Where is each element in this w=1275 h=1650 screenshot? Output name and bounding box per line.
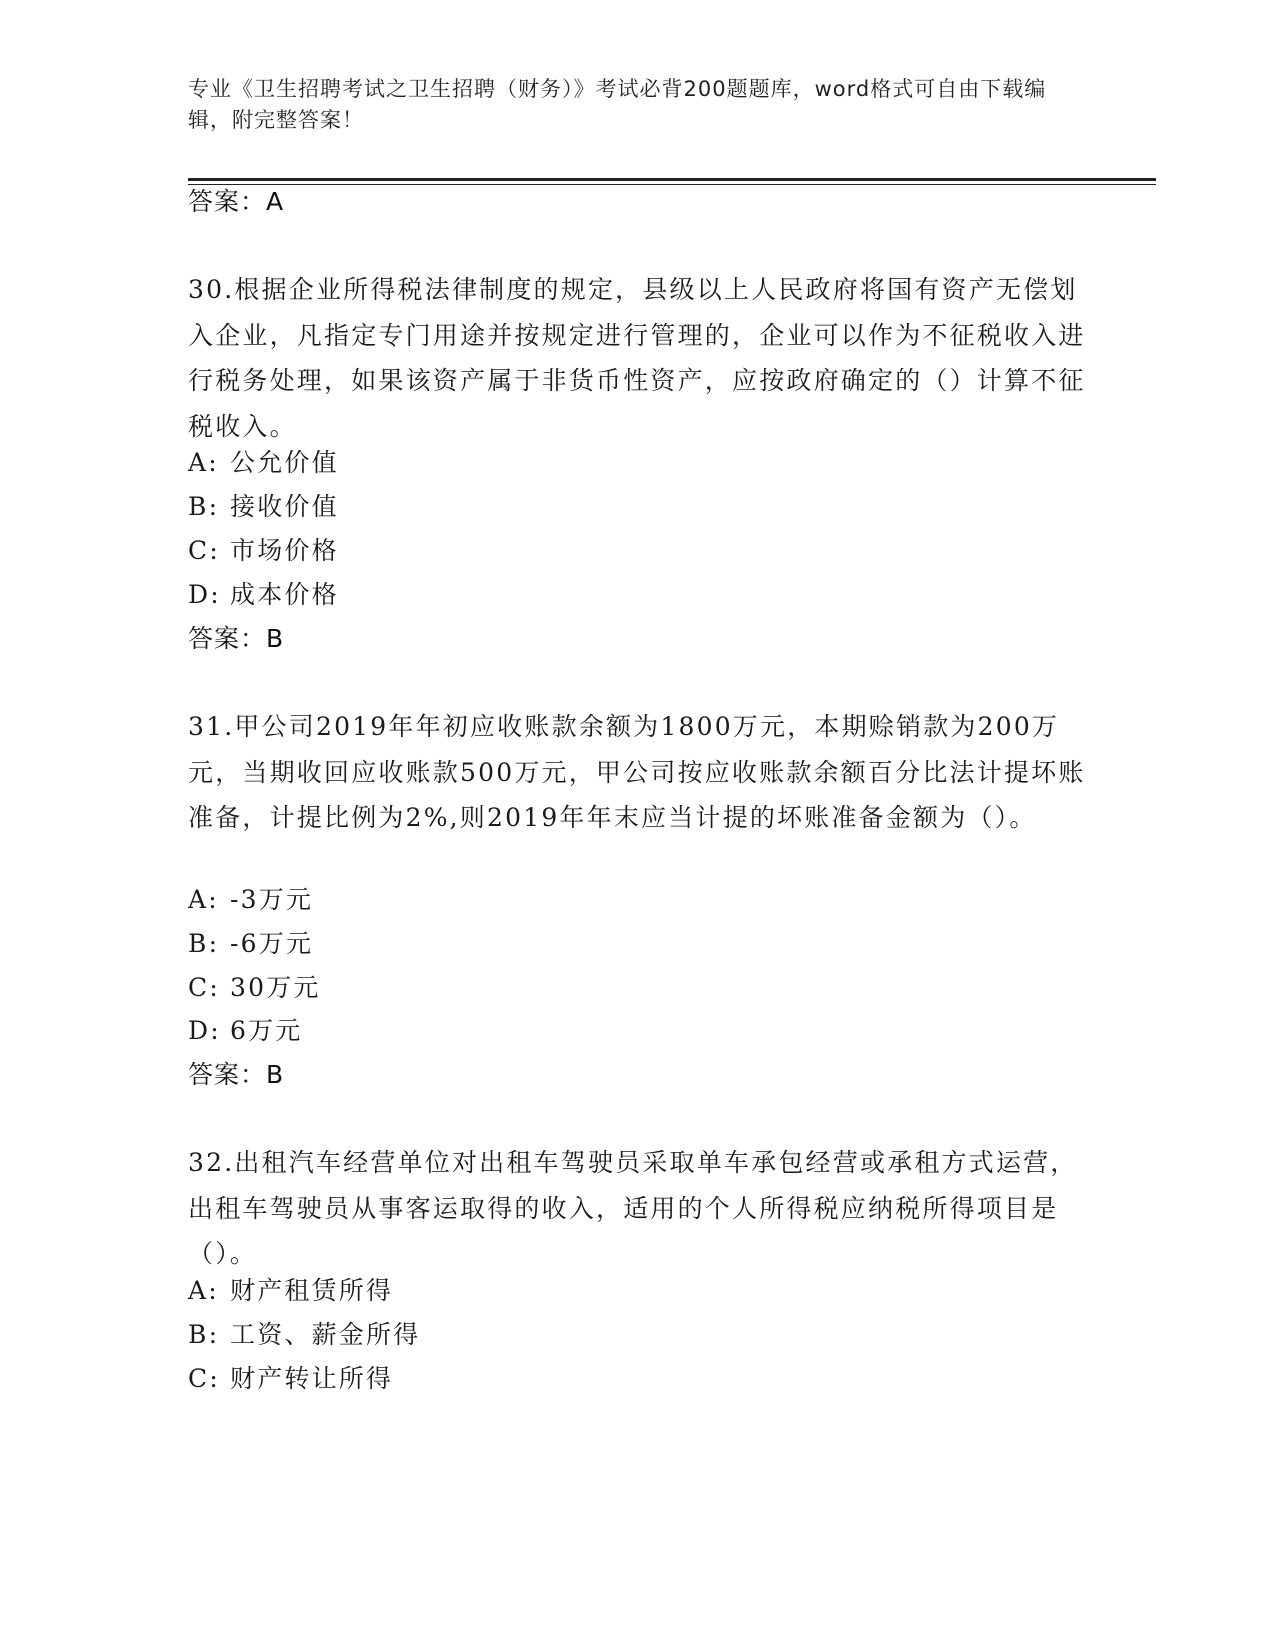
option-text: 成本价格 bbox=[230, 580, 339, 609]
option-text: 财产转让所得 bbox=[230, 1364, 394, 1393]
q32-option-a bbox=[188, 1275, 393, 1307]
option-key: A: bbox=[188, 885, 219, 914]
q30-option-c bbox=[188, 535, 339, 567]
q30-option-d bbox=[188, 579, 339, 611]
option-key: A: bbox=[188, 448, 219, 477]
option-key: D: bbox=[188, 1016, 221, 1045]
option-text: 30万元 bbox=[230, 973, 321, 1002]
question-32: 32.出租汽车经营单位对出租车驾驶员采取单车承包经营或承租方式运营，出租车驾驶员从事客运取得的收入，适用的个人所得税应纳税所得项目是（）。 bbox=[188, 1148, 1078, 1268]
q31-option-c bbox=[188, 972, 321, 1004]
q30-option-b bbox=[188, 491, 339, 523]
option-key: B: bbox=[188, 492, 220, 521]
option-text: 公允价值 bbox=[230, 448, 339, 477]
question-30: 30.根据企业所得税法律制度的规定，县级以上人民政府将国有资产无偿划入企业，凡指定专门用途并按规定进行管理的，企业可以作为不征税收入进行税务处理，如果该资产属于非货币性资产，应按政府确定的（）计算不征税收入。 bbox=[188, 275, 1086, 441]
question-31: 31.甲公司2019年年初应收账款余额为1800万元，本期赊销款为200万元，当期收回应收账款500万元，甲公司按应收账款余额百分比法计提坏账准备，计提比例为2%,则2019年年末应当计提的坏账准备金额为（）。 bbox=[188, 712, 1086, 832]
q32-option-c bbox=[188, 1363, 393, 1395]
option-key: C: bbox=[188, 973, 220, 1002]
option-key: C: bbox=[188, 1364, 220, 1393]
option-key: B: bbox=[188, 929, 220, 958]
q30-option-a bbox=[188, 447, 339, 479]
option-key: D: bbox=[188, 580, 221, 609]
q31-option-a bbox=[188, 884, 313, 916]
q32-option-b bbox=[188, 1319, 420, 1351]
answer-30: 答案：B bbox=[188, 624, 285, 653]
answer-31: 答案：B bbox=[188, 1060, 285, 1089]
option-text: 接收价值 bbox=[230, 492, 339, 521]
option-key: C: bbox=[188, 536, 220, 565]
option-text: 工资、薪金所得 bbox=[230, 1320, 421, 1349]
option-key: A: bbox=[188, 1276, 219, 1305]
option-text: 6万元 bbox=[230, 1016, 303, 1045]
option-text: -3万元 bbox=[230, 885, 314, 914]
option-text: 财产租赁所得 bbox=[230, 1276, 394, 1305]
option-key: B: bbox=[188, 1320, 220, 1349]
q31-option-b bbox=[188, 928, 313, 960]
q31-option-d bbox=[188, 1015, 303, 1047]
answer-29: 答案：A bbox=[188, 187, 285, 216]
option-text: 市场价格 bbox=[230, 536, 339, 565]
header-rule-thick bbox=[188, 178, 1156, 181]
option-text: -6万元 bbox=[230, 929, 314, 958]
document-header: 专业《卫生招聘考试之卫生招聘（财务）》考试必背200题题库，word格式可自由下载编辑，附完整答案！ bbox=[188, 77, 1047, 132]
header-rule-thin bbox=[188, 184, 1156, 185]
